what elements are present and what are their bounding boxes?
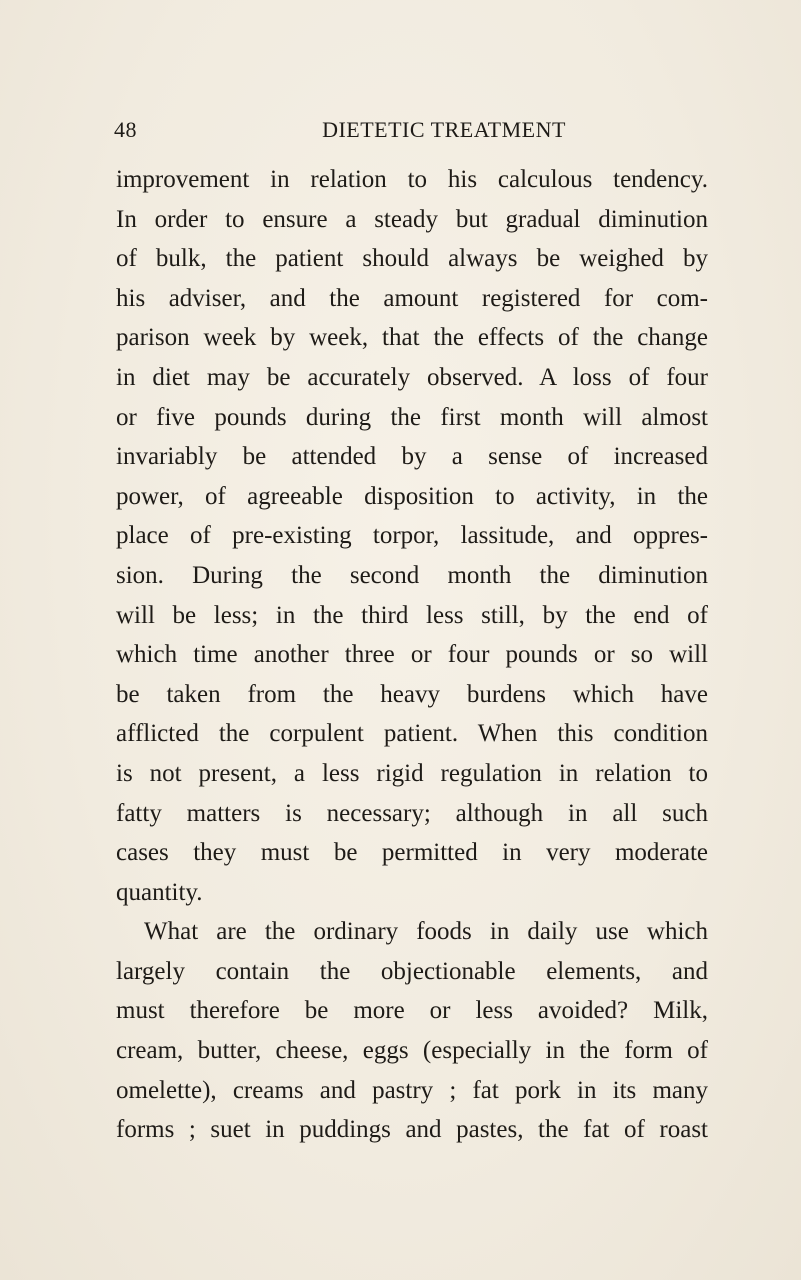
text-line: is not present, a less rigid regulation in relation to	[116, 759, 708, 787]
text-line: power, of agreeable disposition to activity, in the	[116, 482, 708, 510]
text-line: cream, butter, cheese, eggs (especially in the form of	[116, 1037, 708, 1065]
text-line: which time another three or four pounds or so will	[116, 641, 708, 669]
text-line: be taken from the heavy burdens which have	[116, 680, 708, 708]
text-line: invariably be attended by a sense of increased	[116, 443, 708, 471]
text-line: place of pre-existing torpor, lassitude, and oppres-	[116, 522, 708, 550]
text-line: parison week by week, that the effects of the change	[116, 324, 708, 352]
paragraph-1	[116, 160, 708, 912]
text-line: What are the ordinary foods in daily use which	[144, 918, 708, 946]
page-header	[114, 117, 714, 151]
text-line: his adviser, and the amount registered for com-	[116, 284, 708, 312]
text-line: improvement in relation to his calculous tendency.	[116, 166, 708, 193]
text-line: largely contain the objectionable elements, and	[116, 957, 708, 985]
paragraph-2	[116, 912, 708, 1150]
body-text	[116, 160, 708, 1150]
text-line: will be less; in the third less still, by the end of	[116, 601, 708, 629]
running-head: DIETETIC TREATMENT	[322, 117, 566, 142]
text-line: cases they must be permitted in very moderate	[116, 839, 708, 867]
text-line: In order to ensure a steady but gradual diminution	[116, 205, 708, 233]
text-line: or five pounds during the first month will almost	[116, 403, 708, 431]
text-line: of bulk, the patient should always be weighed by	[116, 245, 708, 273]
text-line: afflicted the corpulent patient. When this condition	[116, 720, 708, 748]
text-line: forms ; suet in puddings and pastes, the fat of roast	[116, 1116, 708, 1144]
text-line: quantity.	[116, 878, 203, 906]
page-number: 48	[114, 117, 137, 142]
text-line: omelette), creams and pastry ; fat pork in its many	[116, 1076, 708, 1104]
text-line: must therefore be more or less avoided? Milk,	[116, 997, 708, 1025]
text-line: sion. During the second month the diminution	[116, 561, 708, 589]
text-line: in diet may be accurately observed. A loss of four	[116, 363, 708, 391]
text-line: fatty matters is necessary; although in all such	[116, 799, 708, 827]
